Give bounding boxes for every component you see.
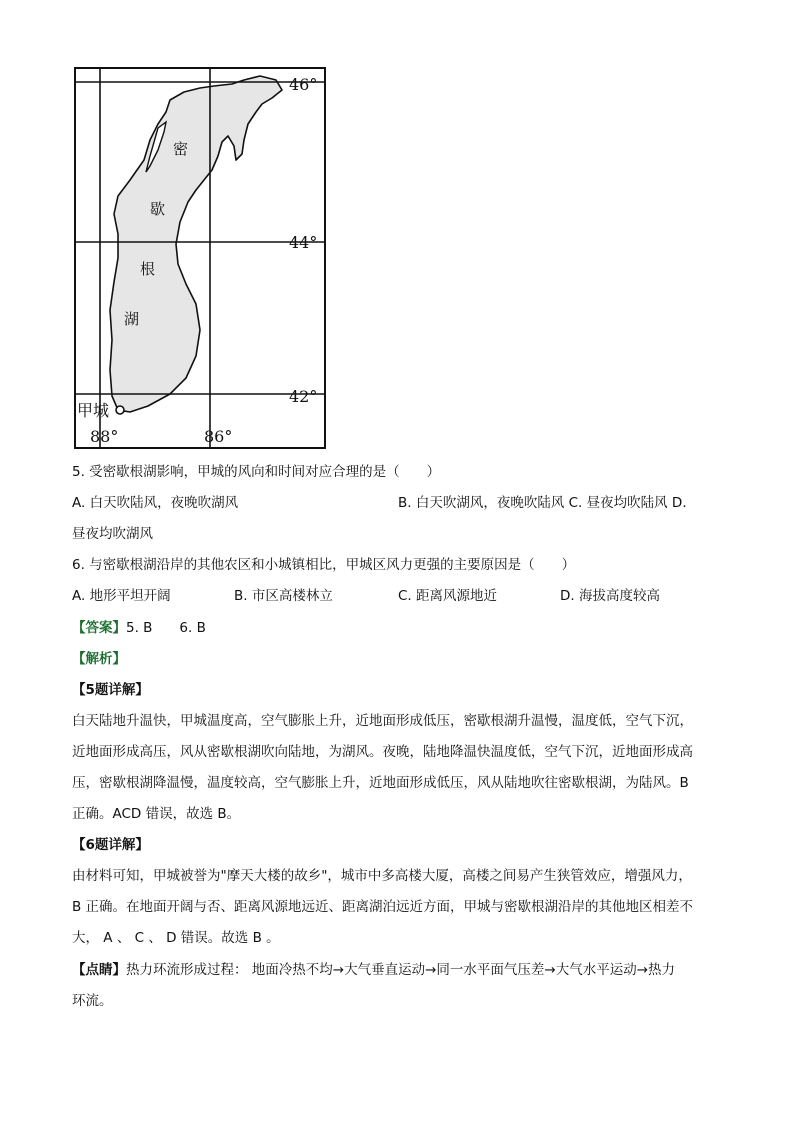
lake-shape — [110, 76, 282, 412]
tip-tag: 【点睛】 — [72, 962, 126, 978]
lat-label-44: 44° — [289, 233, 318, 252]
detail5-line: 近地面形成高压，风从密歇根湖吹向陆地，为湖风。夜晚，陆地降温快温度低，空气下沉，近地面形成高 — [72, 744, 693, 760]
analysis-tag: 【解析】 — [72, 651, 126, 667]
detail6-line: 大， A 、 C 、 D 错误。故选 B 。 — [72, 930, 280, 946]
detail5-line: 白天陆地升温快，甲城温度高，空气膨胀上升，近地面形成低压，密歇根湖升温慢，温度低，空气下沉， — [72, 713, 693, 729]
lon-label-88: 88° — [90, 427, 119, 446]
lat-label-46: 46° — [289, 75, 318, 94]
q6-option-a: A. 地形平坦开阔 — [72, 588, 171, 604]
lake-char-3: 根 — [140, 260, 156, 278]
q6-option-d: D. 海拔高度较高 — [560, 588, 660, 604]
detail5-tag: 【5题详解】 — [72, 682, 149, 698]
q6-option-b: B. 市区高楼林立 — [234, 588, 333, 604]
q5-option-d-cont: 昼夜均吹湖风 — [72, 526, 153, 542]
answer-text: 5. B 6. B — [126, 620, 206, 636]
lat-label-42: 42° — [289, 387, 318, 406]
q5-options-bcd: B. 白天吹湖风，夜晚吹陆风 C. 昼夜均吹陆风 D. — [398, 495, 687, 511]
q5-option-a: A. 白天吹陆风，夜晚吹湖风 — [72, 495, 239, 511]
lake-char-4: 湖 — [124, 310, 140, 328]
answer-tag: 【答案】 — [72, 620, 126, 636]
tip-line2: 环流。 — [72, 993, 113, 1009]
q6-stem: 6. 与密歇根湖沿岸的其他农区和小城镇相比，甲城区风力更强的主要原因是（ ） — [72, 557, 576, 573]
lon-label-86: 86° — [204, 427, 233, 446]
detail5-line: 压，密歇根湖降温慢，温度较高，空气膨胀上升，近地面形成低压，风从陆地吹往密歇根湖，为陆风。B — [72, 775, 689, 791]
detail6-line: 由材料可知，甲城被誉为"摩天大楼的故乡"，城市中多高楼大厦，高楼之间易产生狭管效应，增强风力， — [72, 868, 692, 884]
detail6-tag: 【6题详解】 — [72, 837, 149, 853]
q6-option-c: C. 距离风源地近 — [398, 588, 498, 604]
detail6-line: B 正确。在地面开阔与否、距离风源地远近、距离湖泊远近方面，甲城与密歇根湖沿岸的其他地区相差不 — [72, 899, 694, 915]
city-marker — [116, 406, 124, 414]
q5-stem: 5. 受密歇根湖影响，甲城的风向和时间对应合理的是（ ） — [72, 464, 441, 480]
city-label: 甲城 — [77, 401, 110, 420]
tip-row — [72, 960, 675, 980]
answer-row — [72, 618, 206, 638]
lake-char-2: 歇 — [150, 200, 166, 218]
lake-char-1: 密 — [173, 140, 189, 158]
lake-michigan-map — [0, 0, 794, 460]
detail5-line: 正确。ACD 错误，故选 B。 — [72, 806, 241, 822]
tip-text: 热力环流形成过程： 地面冷热不均→大气垂直运动→同一水平面气压差→大气水平运动→热力 — [126, 962, 676, 978]
